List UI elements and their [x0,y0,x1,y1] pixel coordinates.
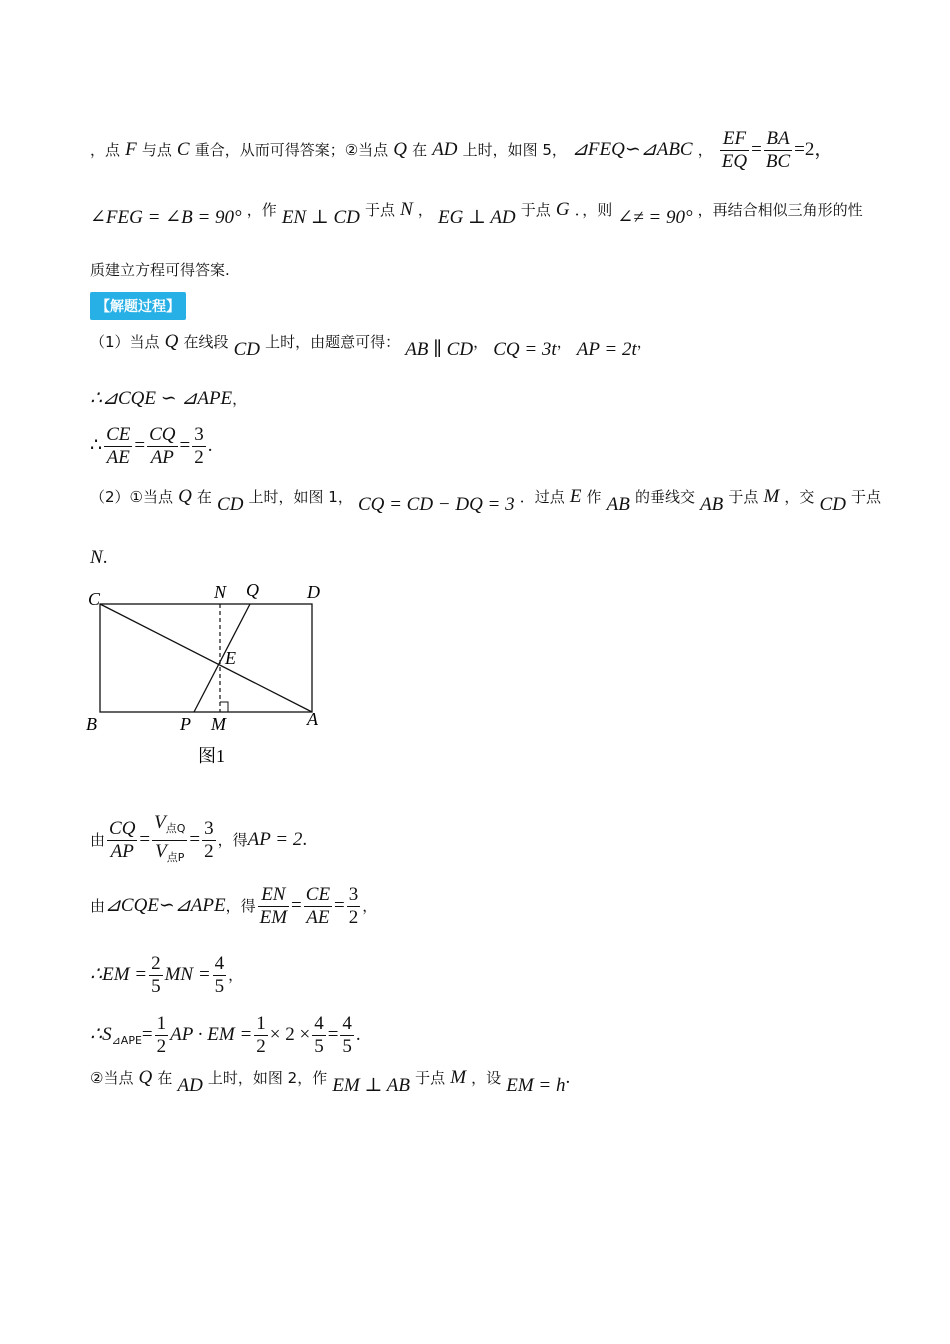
var-Q: Q [393,139,407,160]
text: ，得 [225,897,256,915]
text: 于点 [520,201,551,219]
step5-line [90,1067,571,1096]
var-AD: AD [177,1075,203,1096]
fraction-EN-EM [258,884,289,929]
numerator: 3 [348,884,359,905]
step2-line [90,884,377,929]
text: ．过点 [519,488,565,506]
similar-triangles: ∴⊿CQE ∽ ⊿APE [90,388,233,409]
fraction-BA-BC [764,128,792,173]
fraction-1-2 [155,1013,169,1058]
area-S: ∴S [90,1024,112,1045]
multiply: × 2 × [269,1024,311,1045]
equals: = [179,435,191,456]
period: . [355,1024,361,1045]
label-D: D [307,582,320,602]
result-AP: AP = 2 [247,829,303,850]
MN: MN = [164,964,211,985]
fraction-EF-EQ [720,128,749,173]
text: ， [417,201,433,219]
step1-line [90,812,307,869]
v-symbol: V [155,841,167,862]
var-AB: AB [606,494,630,515]
numerator: CQ [109,818,136,839]
fraction-2-5 [149,953,163,998]
text: ，交 [784,488,815,506]
part2-line-1 [90,486,882,515]
text: 上时，如图 1， [248,488,353,506]
sep: ， [232,390,248,408]
fraction-CE-AE [104,424,132,469]
equals: = [134,435,146,456]
text: （1）当点 [90,333,160,351]
similar-triangles: ⊿CQE∽⊿APE [105,895,226,916]
fraction-4-5 [312,1013,326,1058]
text: ，作 [246,201,277,219]
intro-line-2 [90,199,863,228]
var-CD: CD [819,494,846,515]
text: 上时，如图 5， [462,141,567,159]
text: ，点 [90,141,121,159]
text: 于点 [364,201,395,219]
text: ，再结合相似三角形的性 [697,201,863,219]
sep: ， [636,333,652,351]
text: ，得 [217,831,248,849]
numerator: 2 [151,953,161,974]
intro-line-1 [90,128,833,173]
denominator: 2 [156,1036,167,1057]
fraction-3-2 [347,884,361,929]
equals: = [751,139,762,160]
numerator: EF [720,128,749,151]
subscript: 点P [166,851,185,864]
solution-badge: 【解题过程】 [90,292,186,320]
angle-equation: ∠FEG = ∠B = 90° [90,207,242,228]
period: . [102,547,108,568]
denominator: 2 [204,841,214,862]
denominator: EQ [721,151,748,172]
numerator: 4 [342,1013,352,1034]
denominator: AE [106,447,130,468]
numerator: CQ [149,424,176,445]
step4-line [90,1013,361,1058]
text: ， [697,141,713,159]
label-Q: Q [246,580,259,600]
var-CD: CD [217,494,244,515]
numerator: 1 [256,1013,266,1034]
text: 于点 [851,488,882,506]
var-Q: Q [178,486,192,507]
denominator: BC [765,151,791,172]
var-Q: Q [164,331,179,352]
part1-line-3 [90,424,212,469]
v-symbol: V [154,812,166,833]
perp-EN-CD: EN ⊥ CD [281,207,360,228]
var-C: C [176,139,190,160]
var-AD: AD [432,139,458,160]
sep: ， [228,966,244,984]
eq-CQ: CQ = 3t [493,339,557,360]
var-G: G [555,199,570,220]
text: 在 [196,488,212,506]
text: 于点 [415,1069,446,1087]
numerator: 1 [156,1013,167,1034]
parallel-AB-CD: AB ∥ CD [405,339,474,360]
numerator: 4 [214,953,225,974]
label-M: M [211,714,226,734]
equals: = [139,829,151,850]
sep: ， [362,897,378,915]
eq-AP: AP = 2t [576,339,637,360]
text: 在线段 [183,333,229,351]
fraction-CQ-AP [147,424,177,469]
denominator: 2 [348,907,359,928]
perp-EG-AD: EG ⊥ AD [437,207,516,228]
var-Q: Q [138,1067,153,1088]
text: 作 [586,488,602,506]
segment-PQ [194,604,250,712]
part1-line-2 [90,389,247,409]
eq-CQ: CQ = CD − DQ = 3 [357,494,515,515]
text: 上时，如图 2，作 [207,1069,328,1087]
numerator: CE [106,424,131,445]
text: 由 [90,897,106,915]
text: ．，则 [574,201,613,219]
equals: = [327,1024,339,1045]
numerator: CE [305,884,331,905]
label-E: E [225,648,236,668]
var-N: N [90,547,103,568]
text: 于点 [728,488,759,506]
eq-EM-h: EM = h [506,1075,566,1096]
denominator: 5 [314,1036,324,1057]
period: . [207,435,213,456]
var-AB: AB [700,494,724,515]
value: =2， [794,139,834,160]
text: 在 [157,1069,173,1087]
var-CD: CD [233,339,260,360]
fraction-CQ-AP [107,818,137,863]
var-M: M [763,486,780,507]
text: 由 [90,831,106,849]
text: 与点 [141,141,172,159]
denominator: EM [259,907,288,928]
var-E: E [569,486,582,507]
equals: = [141,1024,153,1045]
similar-triangles: ⊿FEQ∽⊿ABC [572,139,693,160]
denominator: 2 [194,447,204,468]
var-F: F [125,139,137,160]
period: . [565,1067,571,1088]
fraction-3-2 [202,818,216,863]
fraction-3-2 [192,424,206,469]
label-P: P [180,714,191,734]
sep: ， [556,333,572,351]
equals: = [334,895,345,916]
label-N: N [214,582,227,602]
figure-1 [80,578,340,768]
right-angle-mark [220,702,228,712]
var-N: N [400,199,413,220]
diagonal-CA [100,604,312,712]
subscript: 点Q [165,822,186,835]
numerator: BA [764,128,792,151]
part2-line-2 [90,548,107,568]
text: 的垂线交 [634,488,695,506]
part1-line-1 [90,331,652,360]
denominator: AP [110,841,134,862]
numerator: EN [258,884,289,907]
fraction-velocity [152,812,187,869]
denominator: 5 [151,976,161,997]
denominator: AP [150,447,174,468]
numerator: 3 [194,424,204,445]
var-M: M [450,1067,467,1088]
text: ②当点 [90,1069,134,1087]
figure-caption: 图1 [198,746,225,766]
period: . [302,829,308,850]
numerator: 4 [314,1013,324,1034]
text: 在 [412,141,428,159]
fraction-4-5 [340,1013,354,1058]
text: 重合，从而可得答案；②当点 [194,141,389,159]
perp-EM-AB: EM ⊥ AB [332,1075,410,1096]
label-B: B [86,714,97,734]
fraction-4-5 [213,953,227,998]
label-C: C [88,589,101,609]
text: （2）①当点 [90,488,173,506]
denominator: 5 [342,1036,352,1057]
denominator: 5 [214,976,225,997]
subscript-APE: ⊿APE [111,1034,142,1047]
therefore-EM: ∴EM = [90,964,148,985]
equals: = [291,895,302,916]
step3-line [90,953,243,998]
fraction-1-2 [254,1013,268,1058]
fraction-CE-AE [304,884,332,929]
equals: = [189,829,201,850]
intro-line-3 [90,260,230,280]
sep: ， [473,333,489,351]
text: ，设 [471,1069,502,1087]
text: 上时，由题意可得： [265,333,401,351]
label-A: A [307,709,318,729]
angle-neq: ∠≠ = 90° [617,207,693,228]
AP-EM: AP · EM = [170,1024,253,1045]
therefore: ∴ [90,435,103,456]
denominator: AE [306,907,330,928]
denominator: 2 [256,1036,266,1057]
numerator: 3 [204,818,214,839]
text: 质建立方程可得答案. [90,261,230,279]
